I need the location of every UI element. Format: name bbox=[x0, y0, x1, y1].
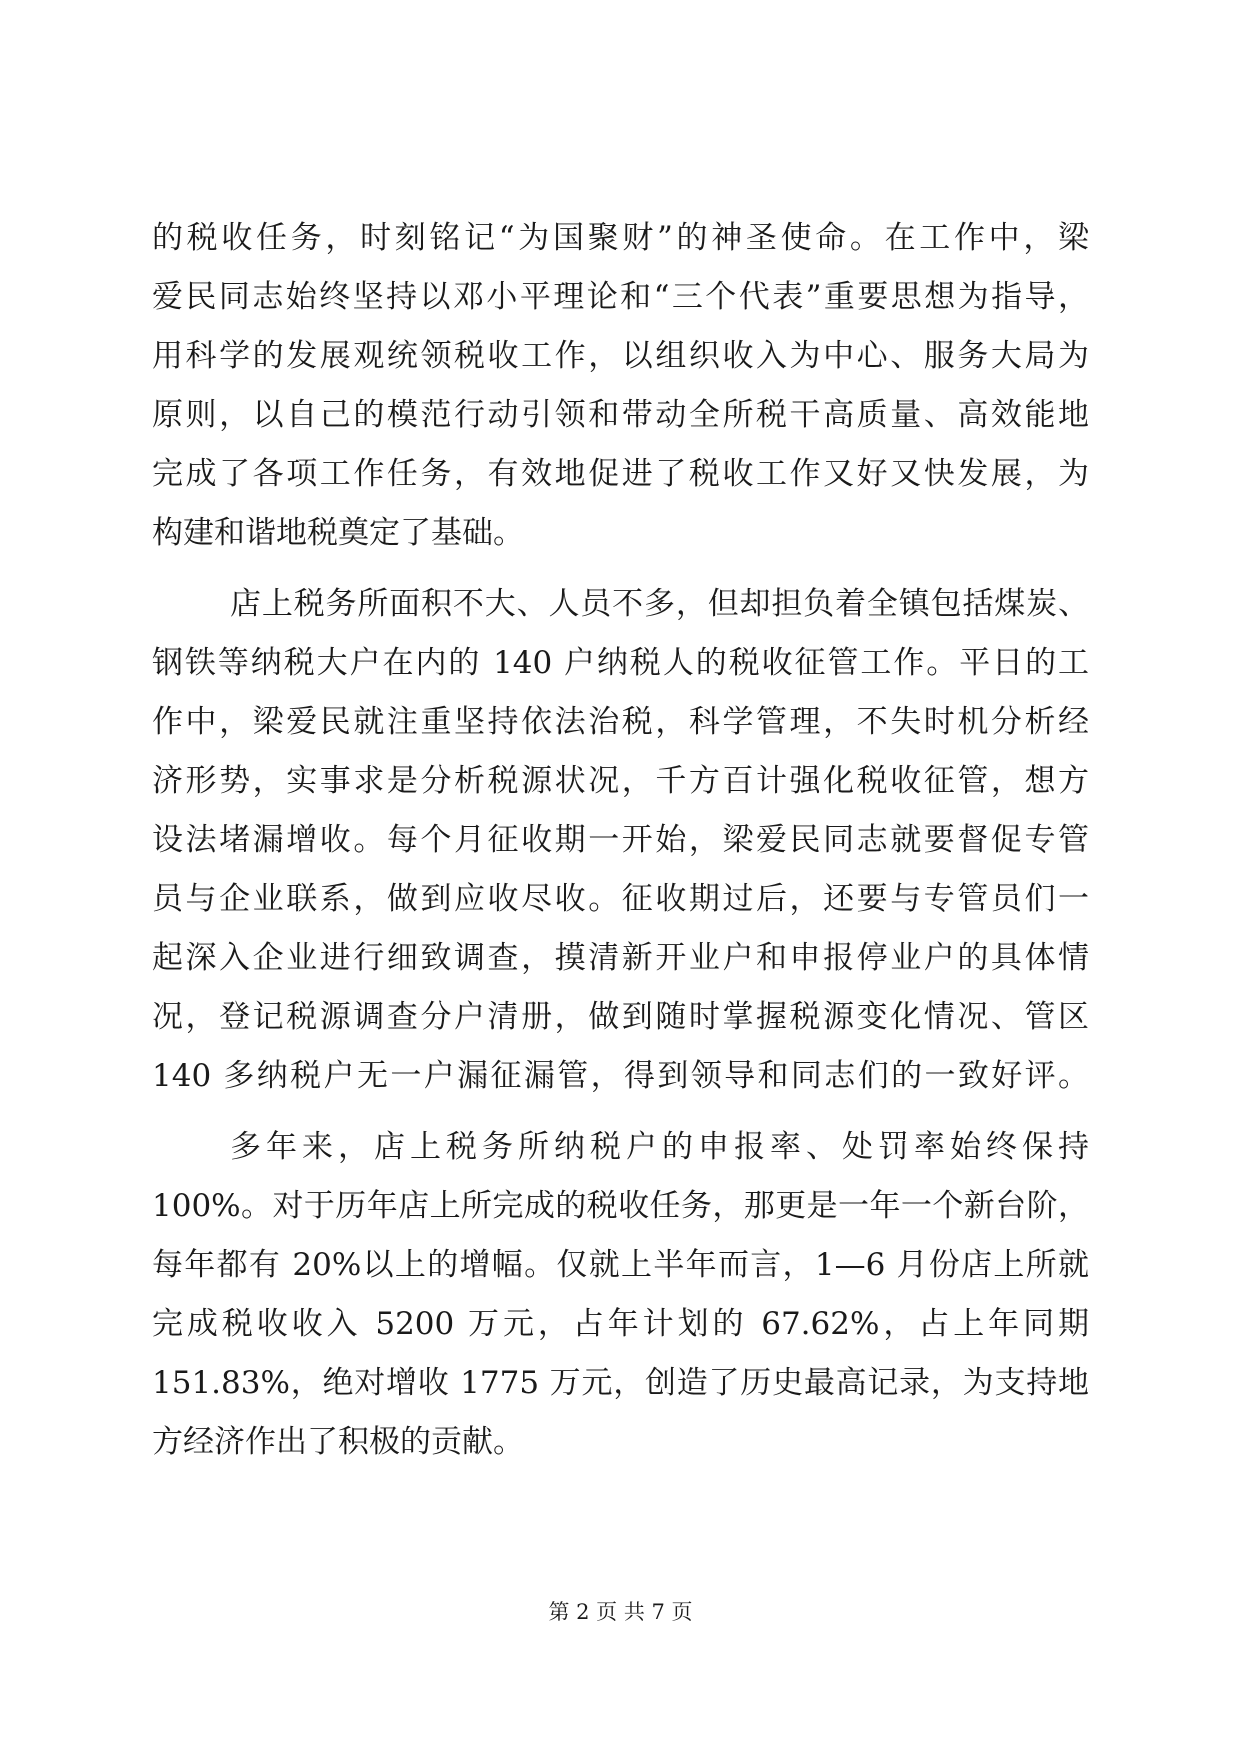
text-line: 151.83%，绝对增收 1775 万元，创造了历史最高记录，为支持地 bbox=[152, 1365, 1089, 1401]
text-line: 构建和谐地税奠定了基础。 bbox=[152, 515, 524, 551]
text-line: 爱民同志始终坚持以邓小平理论和“三个代表”重要思想为指导， bbox=[152, 279, 1089, 315]
text-line: 况，登记税源调查分户清册，做到随时掌握税源变化情况、管区 bbox=[152, 999, 1089, 1035]
text-line: 员与企业联系，做到应收尽收。征收期过后，还要与专管员们一 bbox=[152, 881, 1089, 917]
text-line: 完成税收收入 5200 万元，占年计划的 67.62%，占上年同期 bbox=[152, 1306, 1089, 1342]
text-line: 原则，以自己的模范行动引领和带动全所税干高质量、高效能地 bbox=[152, 397, 1089, 433]
text-line: 140 多纳税户无一户漏征漏管，得到领导和同志们的一致好评。 bbox=[152, 1058, 1089, 1094]
text-line: 每年都有 20%以上的增幅。仅就上半年而言，1—6 月份店上所就 bbox=[152, 1247, 1089, 1283]
text-line: 100%。对于历年店上所完成的税收任务，那更是一年一个新台阶， bbox=[152, 1188, 1089, 1224]
page-number-footer: 第 2 页 共 7 页 bbox=[548, 1600, 693, 1624]
text-line: 起深入企业进行细致调查，摸清新开业户和申报停业户的具体情 bbox=[152, 940, 1089, 976]
text-line: 用科学的发展观统领税收工作，以组织收入为中心、服务大局为 bbox=[152, 338, 1089, 374]
text-line: 完成了各项工作任务，有效地促进了税收工作又好又快发展，为 bbox=[152, 456, 1089, 492]
text-line: 钢铁等纳税大户在内的 140 户纳税人的税收征管工作。平日的工 bbox=[152, 645, 1089, 681]
text-line: 的税收任务，时刻铭记“为国聚财”的神圣使命。在工作中，梁 bbox=[152, 220, 1089, 256]
text-line: 设法堵漏增收。每个月征收期一开始，梁爱民同志就要督促专管 bbox=[152, 822, 1089, 858]
text-line: 作中，梁爱民就注重坚持依法治税，科学管理，不失时机分析经 bbox=[152, 704, 1089, 740]
text-line: 济形势，实事求是分析税源状况，千方百计强化税收征管，想方 bbox=[152, 763, 1089, 799]
paragraph-start-line: 多年来，店上税务所纳税户的申报率、处罚率始终保持 bbox=[230, 1129, 1089, 1165]
paragraph-start-line: 店上税务所面积不大、人员不多，但却担负着全镇包括煤炭、 bbox=[230, 586, 1089, 622]
text-line: 方经济作出了积极的贡献。 bbox=[152, 1424, 524, 1460]
